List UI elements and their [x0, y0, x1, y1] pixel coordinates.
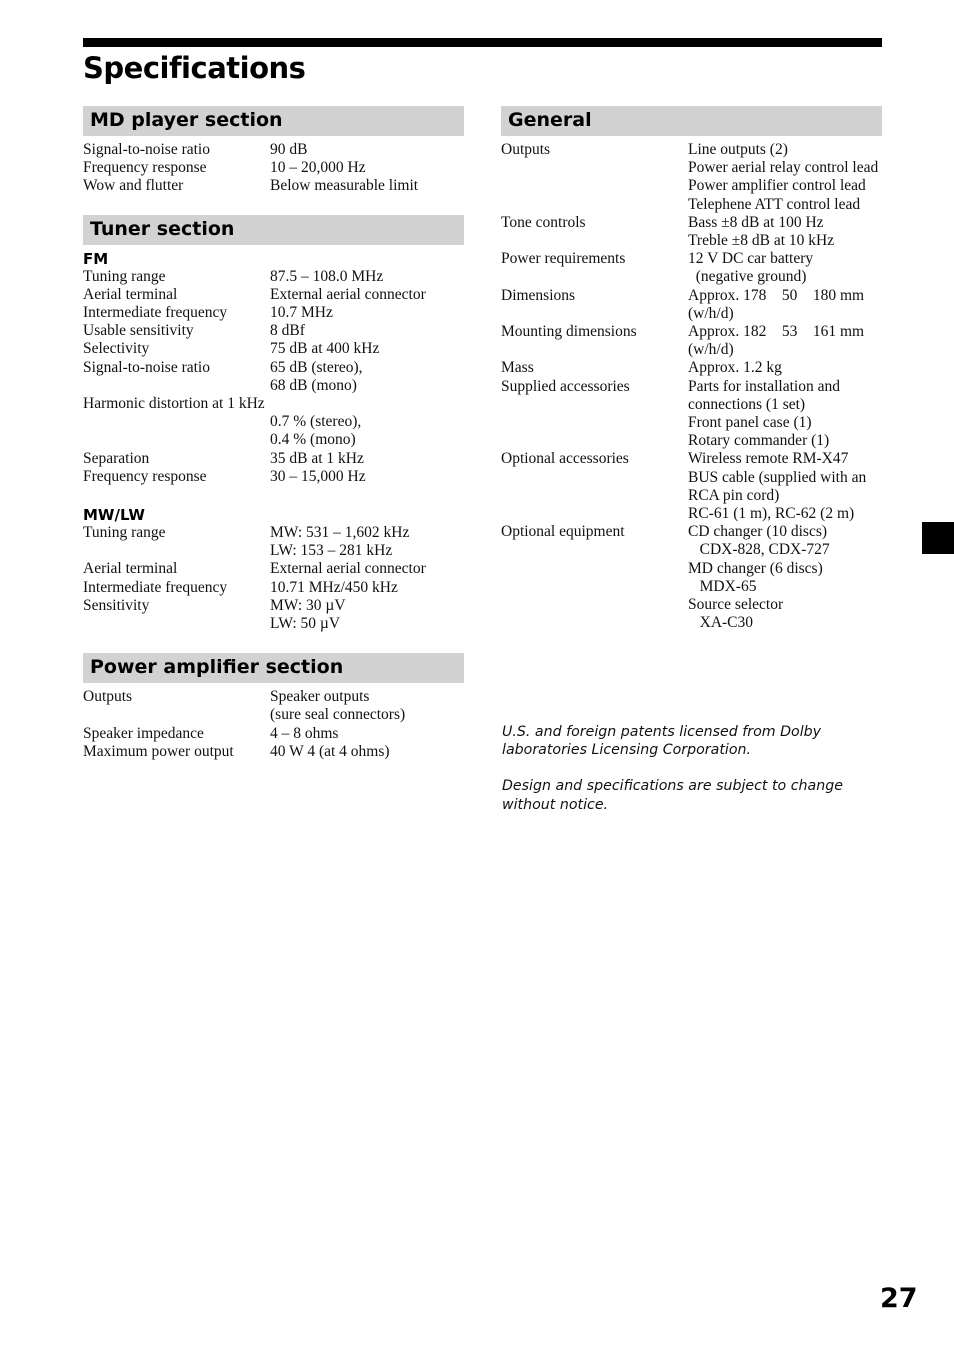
spec-row	[83, 340, 464, 358]
spec-label: Maximum power output	[83, 742, 234, 760]
spec-row	[501, 359, 882, 377]
spec-row	[83, 579, 464, 597]
spec-value: MW: 531 – 1,602 kHz LW: 153 – 281 kHz	[270, 524, 410, 560]
spec-label: Frequency response	[83, 467, 207, 485]
spec-label: Power requirements	[501, 250, 626, 268]
spec-row	[83, 725, 464, 743]
general-heading: General	[501, 106, 882, 136]
spec-label: Frequency response	[83, 159, 207, 177]
top-rule	[83, 38, 882, 47]
spec-value: Below measurable limit	[270, 177, 419, 195]
spec-label: Speaker impedance	[83, 724, 204, 742]
spec-value: 12 V DC car battery (negative ground)	[688, 250, 814, 286]
spec-label: Wow and flutter	[83, 177, 184, 195]
spec-label: Intermediate frequency	[83, 304, 228, 322]
spec-row	[83, 560, 464, 578]
spec-label: Tuning range	[83, 267, 166, 285]
spec-row	[83, 743, 464, 761]
power-amp-heading: Power amplifier section	[83, 653, 464, 683]
spec-value: 10.71 MHz/450 kHz	[270, 578, 398, 596]
spec-row	[83, 597, 464, 633]
page-title: Specifications	[83, 51, 306, 85]
spec-row	[83, 413, 464, 449]
section-tab-marker	[922, 522, 954, 554]
spec-value: Wireless remote RM-X47 BUS cable (supplied with an RCA pin cord) RC-61 (1 m), RC-62 (2 m)	[688, 450, 867, 523]
spec-label: Optional accessories	[501, 450, 629, 468]
spec-row	[83, 177, 464, 195]
page-number: 27	[880, 1283, 918, 1314]
right-column	[501, 106, 882, 632]
spec-value: 8 dBf	[270, 322, 305, 340]
spec-row	[83, 304, 464, 322]
spec-label: Selectivity	[83, 340, 150, 358]
spec-row	[83, 159, 464, 177]
spec-label: Dimensions	[501, 286, 576, 304]
spec-value: Bass ±8 dB at 100 Hz Treble ±8 dB at 10 kHz	[688, 213, 835, 250]
spec-row	[501, 250, 882, 286]
spec-row	[83, 688, 464, 724]
patent-note: U.S. and foreign patents licensed from Dolby laboratories Licensing Corporation.	[502, 724, 822, 759]
change-note: Design and specifications are subject to change without notice.	[502, 778, 843, 813]
spec-row	[83, 286, 464, 304]
spec-value: 87.5 – 108.0 MHz	[270, 267, 384, 285]
general-specs	[501, 141, 882, 632]
spec-row	[83, 322, 464, 340]
spec-label: Outputs	[83, 688, 133, 706]
spec-value: 30 – 15,000 Hz	[270, 467, 366, 485]
spec-label: Aerial terminal	[83, 560, 178, 578]
spec-row	[501, 287, 882, 323]
spec-value: 65 dB (stereo), 68 dB (mono)	[270, 358, 363, 394]
spec-label: Sensitivity	[83, 596, 150, 614]
spec-value: External aerial connector	[270, 560, 426, 578]
spec-row	[501, 214, 882, 250]
spec-row	[83, 359, 464, 395]
spec-label: Tuning range	[83, 524, 166, 542]
spec-row	[83, 268, 464, 286]
spec-label: Mass	[501, 359, 534, 377]
spec-row	[501, 141, 882, 214]
spec-row	[501, 323, 882, 359]
spec-value: 75 dB at 400 kHz	[270, 340, 380, 358]
spec-label: Usable sensitivity	[83, 322, 194, 340]
mwlw-subheading: MW/LW	[83, 506, 145, 525]
spec-label: Harmonic distortion at 1 kHz	[83, 395, 265, 413]
spec-row	[501, 378, 882, 451]
spec-value: Approx. 1.2 kg	[688, 359, 782, 377]
spec-value: 10 – 20,000 Hz	[270, 159, 366, 177]
spec-label: Separation	[83, 449, 150, 467]
spec-value: Approx. 178 50 180 mm (w/h/d)	[688, 286, 868, 322]
spec-value: 35 dB at 1 kHz	[270, 449, 364, 467]
spec-label: Optional equipment	[501, 523, 625, 541]
md-player-specs	[83, 141, 464, 196]
spec-row	[501, 450, 882, 523]
spec-value: MW: 30 µV LW: 50 µV	[270, 596, 346, 633]
spec-row	[83, 524, 464, 560]
tuner-heading: Tuner section	[83, 215, 464, 245]
spec-value: CD changer (10 discs) CDX-828, CDX-727 MD changer (6 discs) MDX-65 Source selector XA-C30	[688, 523, 830, 632]
spec-label: Intermediate frequency	[83, 578, 228, 596]
tuner-specs	[83, 250, 464, 634]
spec-label: Aerial terminal	[83, 285, 178, 303]
spec-row	[83, 141, 464, 159]
spec-value: 90 dB	[270, 141, 308, 158]
spec-value: External aerial connector	[270, 285, 426, 303]
spec-value: Approx. 182 53 161 mm (w/h/d)	[688, 323, 868, 359]
spec-label: Outputs	[501, 141, 551, 158]
spec-row	[83, 450, 464, 468]
spec-value: 10.7 MHz	[270, 304, 333, 322]
left-column	[83, 106, 464, 761]
spec-value: Speaker outputs (sure seal connectors)	[270, 688, 406, 724]
spec-row	[501, 523, 882, 632]
md-player-heading: MD player section	[83, 106, 464, 136]
spec-value: 0.7 % (stereo), 0.4 % (mono)	[270, 413, 362, 449]
spec-label: Signal-to-noise ratio	[83, 358, 210, 376]
spec-value: 40 W 4 (at 4 ohms)	[270, 742, 390, 760]
spec-value: 4 – 8 ohms	[270, 724, 339, 742]
power-amp-specs	[83, 688, 464, 761]
notes	[502, 723, 882, 832]
spec-label: Signal-to-noise ratio	[83, 141, 210, 158]
spec-label: Supplied accessories	[501, 377, 630, 395]
fm-subheading: FM	[83, 249, 109, 268]
spec-label: Mounting dimensions	[501, 323, 637, 341]
spec-label: Tone controls	[501, 213, 586, 231]
spec-value: Line outputs (2) Power aerial relay control lead Power amplifier control lead Telephene ATT control lead	[688, 141, 879, 213]
spec-value: Parts for installation and connections (1 set) Front panel case (1) Rotary commander (1)	[688, 377, 840, 450]
spec-row	[83, 468, 464, 486]
